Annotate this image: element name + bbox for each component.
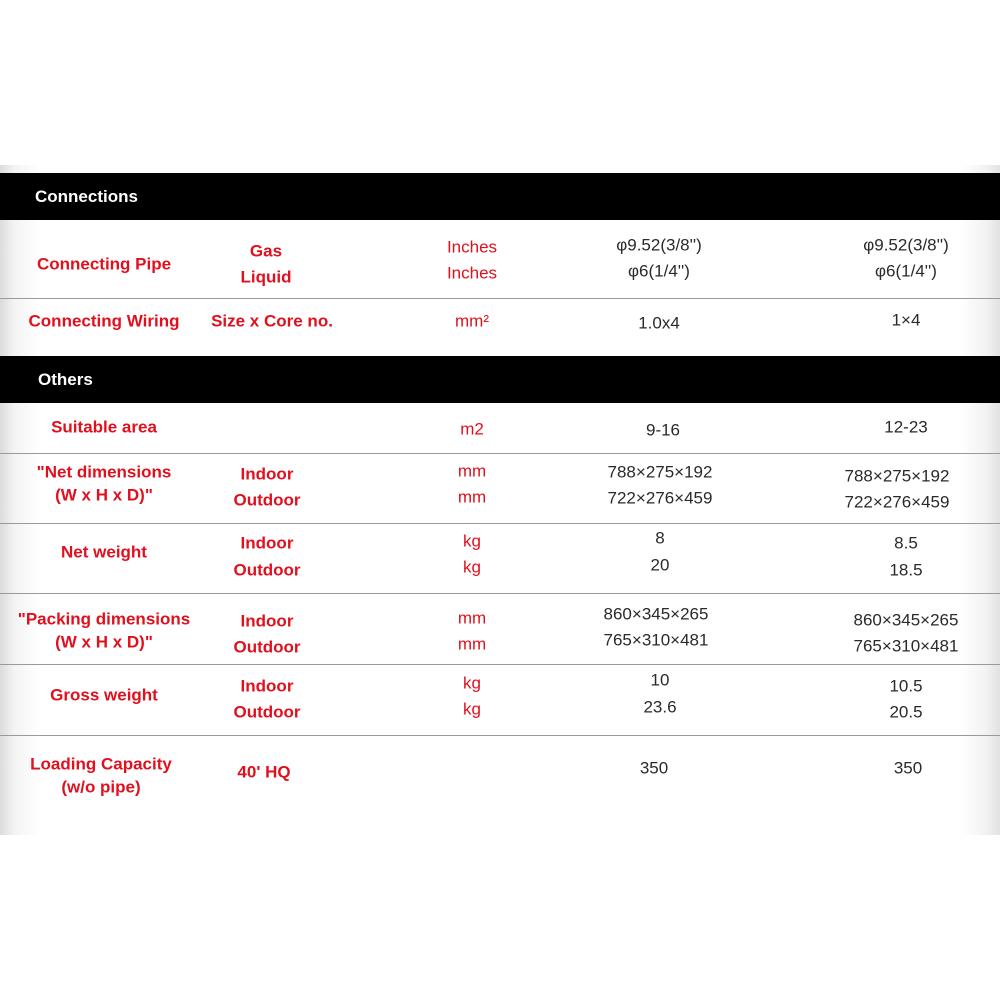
value-cell: φ6(1/4'') [628, 261, 690, 281]
net-dimensions-label-line2: (W x H x D)" [55, 485, 153, 505]
value-cell: 10.5 [889, 676, 923, 696]
size-core-label: Size x Core no. [211, 311, 333, 331]
indoor-label: Indoor [240, 676, 294, 696]
unit-cell: Inches [446, 237, 498, 257]
value-cell: 765×310×481 [603, 630, 709, 650]
section-title: Connections [35, 186, 138, 206]
value-cell: 722×276×459 [844, 492, 950, 512]
value-cell: φ6(1/4'') [875, 261, 937, 281]
value-cell: 8.5 [894, 533, 918, 553]
gas-label: Gas [249, 241, 283, 261]
value-cell: 23.6 [643, 697, 677, 717]
unit-cell: mm² [455, 311, 489, 331]
value-cell: 12-23 [884, 417, 928, 437]
indoor-label: Indoor [240, 611, 294, 631]
value-cell: 1×4 [891, 310, 921, 330]
value-cell: 9-16 [645, 420, 681, 440]
connecting-wiring-label: Connecting Wiring [28, 311, 180, 331]
indoor-label: Indoor [240, 533, 294, 553]
row-divider [0, 735, 1000, 736]
value-cell: φ9.52(3/8'') [616, 235, 702, 255]
outdoor-label: Outdoor [233, 702, 301, 722]
unit-cell: Inches [446, 263, 498, 283]
value-cell: 765×310×481 [853, 636, 959, 656]
value-cell: 788×275×192 [844, 466, 950, 486]
value-cell: 788×275×192 [607, 462, 713, 482]
unit-cell: mm [457, 634, 487, 654]
connecting-pipe-label: Connecting Pipe [36, 254, 172, 274]
section-title: Others [38, 369, 93, 389]
liquid-label: Liquid [240, 267, 292, 287]
loading-capacity-label-line2: (w/o pipe) [61, 777, 141, 797]
section-header-others [0, 356, 1000, 403]
unit-cell: kg [463, 673, 481, 693]
section-header-connections [0, 173, 1000, 220]
net-dimensions-label: "Net dimensions [36, 462, 172, 482]
loading-capacity-label: Loading Capacity [30, 754, 172, 774]
value-cell: 18.5 [889, 560, 923, 580]
row-divider [0, 453, 1000, 454]
unit-cell: m2 [460, 419, 484, 439]
indoor-label: Indoor [240, 464, 294, 484]
packing-dimensions-label: "Packing dimensions [17, 609, 191, 629]
value-cell: 860×345×265 [603, 604, 709, 624]
outdoor-label: Outdoor [233, 637, 301, 657]
suitable-area-label: Suitable area [51, 417, 157, 437]
packing-dimensions-label-line2: (W x H x D)" [55, 632, 153, 652]
value-cell: 722×276×459 [607, 488, 713, 508]
value-cell: 8 [655, 528, 665, 548]
gross-weight-label: Gross weight [50, 685, 158, 705]
outdoor-label: Outdoor [233, 490, 301, 510]
row-divider [0, 593, 1000, 594]
unit-cell: mm [457, 608, 487, 628]
unit-cell: kg [463, 531, 481, 551]
value-cell: 860×345×265 [853, 610, 959, 630]
value-cell: 350 [893, 758, 923, 778]
container-label: 40' HQ [237, 762, 291, 782]
row-divider [0, 664, 1000, 665]
net-weight-label: Net weight [61, 542, 147, 562]
value-cell: 10 [650, 670, 670, 690]
row-divider [0, 298, 1000, 299]
value-cell: 20 [650, 555, 670, 575]
value-cell: 20.5 [889, 702, 923, 722]
unit-cell: kg [463, 557, 481, 577]
value-cell: 350 [639, 758, 669, 778]
value-cell: φ9.52(3/8'') [863, 235, 949, 255]
unit-cell: mm [457, 487, 487, 507]
row-divider [0, 523, 1000, 524]
outdoor-label: Outdoor [233, 560, 301, 580]
unit-cell: mm [457, 461, 487, 481]
value-cell: 1.0x4 [638, 313, 680, 333]
unit-cell: kg [463, 699, 481, 719]
